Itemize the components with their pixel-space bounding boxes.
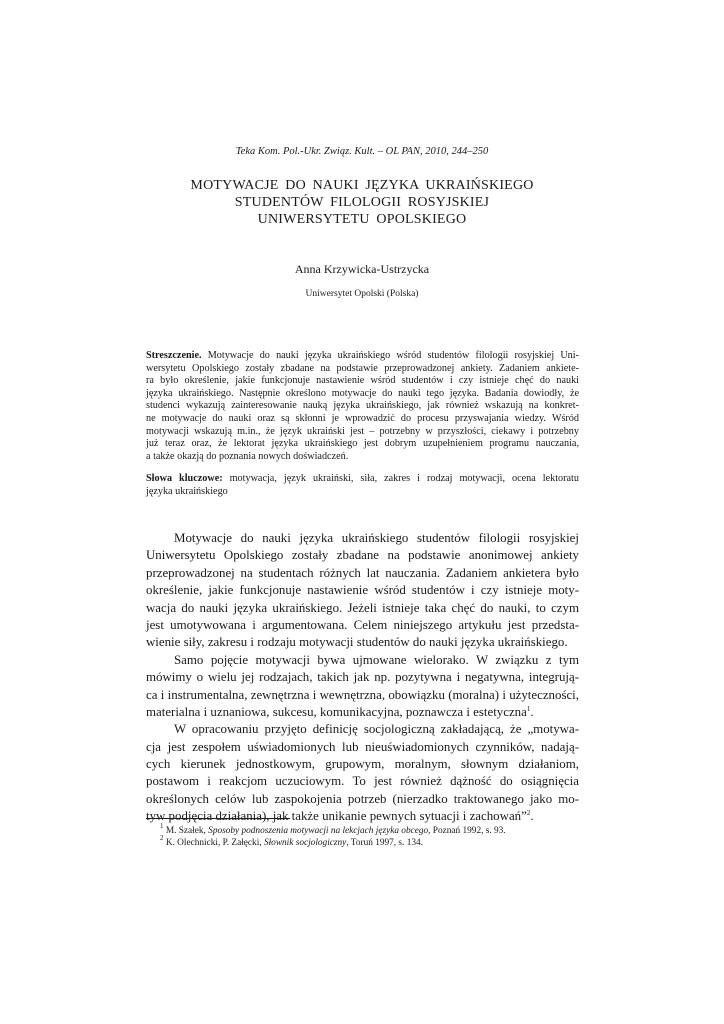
- author-name: Anna Krzywicka-Ustrzycka: [294, 262, 430, 276]
- footnote-publication: , Toruń 1997, s. 134.: [346, 838, 423, 848]
- article-title: [100, 177, 624, 228]
- footnote-separator: [146, 818, 290, 819]
- abstract-line: motywacji wskazują m.in., że język ukraiński jest – potrzebny w przyszłości, ciekawy i potrzebny: [146, 425, 579, 437]
- body-text-span: materialna i uznaniowa, sukcesu, komunikacyjna, poznawcza i estetyczna: [146, 704, 527, 719]
- abstract: [146, 350, 579, 463]
- title-line: MOTYWACJE DO NAUKI JĘZYKA UKRAIŃSKIEGO: [190, 178, 534, 193]
- keywords-text: motywacja, język ukraiński, siła, zakres i rodzaj motywacji, ocena lektoratu: [222, 473, 579, 484]
- body-line: W opracowaniu przyjęto definicję socjologiczną zakładającą, że „motywa-: [174, 722, 579, 737]
- body-line: cych kierunek jednostkowym, grupowym, moralnym, słownym działaniom,: [146, 757, 579, 772]
- journal-citation: Teka Kom. Pol.-Ukr. Związ. Kult. – OL PAN, 2010, 244–250: [235, 146, 489, 157]
- footnote-publication: , Poznań 1992, s. 93.: [428, 826, 506, 836]
- footnote-number: 1: [160, 822, 164, 830]
- keywords: [146, 473, 579, 498]
- body-line: wienie siły, zakresu i rodzaju motywacji studentów do nauki języka ukraińskiego.: [146, 635, 568, 650]
- abstract-line: już teraz oraz, że lektorat języka ukraińskiego jest dobrym uzupełnieniem programu nauczania,: [146, 438, 579, 450]
- body-line: ca i instrumentalna, zewnętrzna i wewnętrzna, obowiązku (moralna) i użyteczności,: [146, 687, 579, 702]
- body-text: [146, 530, 579, 826]
- abstract-text: Motywacje do nauki języka ukraińskiego wśród studentów filologii rosyjskiej Uni-: [201, 350, 579, 361]
- keywords-line: języka ukraińskiego: [146, 485, 228, 497]
- body-text-span: .: [530, 704, 534, 719]
- keywords-line: [146, 473, 579, 486]
- body-line: określonych celów lub zaspokojenia potrzeb (nierzadko traktowanego jako mo-: [146, 791, 579, 806]
- body-line: Uniwersytetu Opolskiego zostały zbadane na podstawie anonimowej ankiety: [146, 548, 579, 563]
- title-line: UNIWERSYTETU OPOLSKIEGO: [257, 212, 467, 227]
- footnote-title: Słownik socjologiczny: [263, 838, 347, 848]
- body-line: postawom i reakcjom uczuciowym. To jest również dążność do osiągnięcia: [146, 774, 579, 789]
- body-line: [146, 704, 579, 721]
- footnote-ref[interactable]: 1: [526, 704, 531, 713]
- footnote-number: 2: [160, 834, 164, 842]
- abstract-line: wersytetu Opolskiego zostały zbadane na podstawie przeprowadzonej ankiety. Zadaniem ankiete-: [146, 362, 579, 374]
- abstract-line: [146, 350, 579, 363]
- body-line: przeprowadzonej na studentach różnych lat nauczania. Zadaniem ankietera było: [146, 565, 579, 580]
- abstract-line: a także okazją do poznania nowych doświadczeń.: [146, 450, 349, 462]
- body-line: Samo pojęcie motywacji bywa ujmowane wielorako. W związku z tym: [174, 652, 579, 667]
- body-text-span: .: [530, 809, 534, 824]
- footnote: [160, 834, 580, 849]
- title-line: STUDENTÓW FILOLOGII ROSYJSKIEJ: [234, 195, 490, 210]
- body-text-span: tyw podjęcia działania), jak także unikanie pewnych sytuacji i zachowań”: [146, 809, 527, 824]
- body-line: mówimy o wielu jej rodzajach, takich jak np. pozytywna i negatywna, integrują-: [146, 670, 579, 685]
- footnote-author: K. Olechnicki, P. Załęcki,: [163, 838, 264, 848]
- author-affiliation: Uniwersytet Opolski (Polska): [305, 289, 419, 299]
- footnote-author: M. Szałek,: [163, 826, 209, 836]
- body-line: [146, 808, 579, 825]
- abstract-line: ne motywacje do nauki oraz są skłonni je wprowadzić do procesu przyswajania wiedzy. Wśród: [146, 412, 579, 424]
- footnote: [160, 822, 580, 837]
- footnotes: [160, 822, 580, 849]
- body-line: Motywacje do nauki języka ukraińskiego studentów filologii rosyjskiej: [174, 531, 579, 545]
- body-line: wacja do nauki języka ukraińskiego. Jeżeli istnieje taka chęć do nauki, to czym: [146, 600, 579, 615]
- body-line: określenie, jakie funkcjonuje nastawienie wśród studentów i czy istnieje moty-: [146, 583, 579, 598]
- abstract-line: ra było określenie, jakie funkcjonuje nastawienie wśród studentów i czy istnieje chęć do nauki: [146, 375, 579, 387]
- abstract-line: języka ukraińskiego. Następnie określono motywacje do nauki tego języka. Badania dowiodły, że: [146, 387, 579, 399]
- footnote-title: Sposoby podnoszenia motywacji na lekcjach języka obcego: [208, 826, 429, 836]
- body-line: cja jest zespołem uświadomionych lub nieuświadomionych czynników, nadają-: [146, 739, 579, 754]
- abstract-label: Streszczenie.: [146, 350, 202, 361]
- keywords-label: Słowa kluczowe:: [146, 473, 223, 484]
- abstract-line: studenci wykazują zainteresowanie nauką języka ukraińskiego, jak również wskazują na konkret-: [146, 400, 579, 412]
- body-line: jest umotywowana i argumentowana. Celem niniejszego artykułu jest przedsta-: [146, 617, 579, 632]
- footnote-ref[interactable]: 2: [526, 809, 531, 818]
